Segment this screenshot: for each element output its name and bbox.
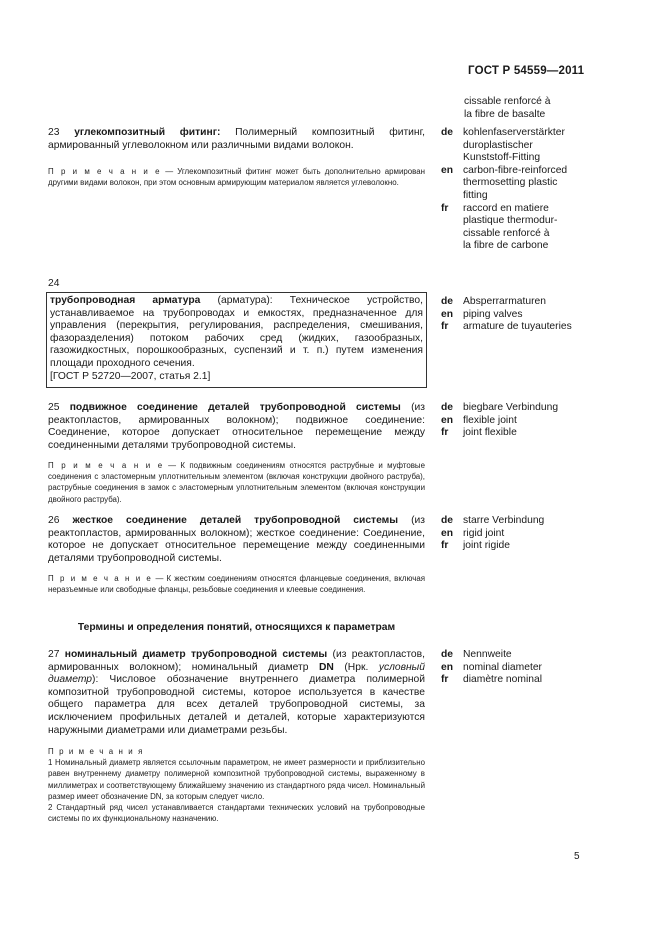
deprecated-term: условный диаметр bbox=[48, 661, 425, 686]
entry-24-number: 24 bbox=[48, 278, 60, 289]
entry-26-translations bbox=[441, 515, 631, 553]
translation-fr: fr joint rigide bbox=[441, 540, 510, 552]
entry-term: трубопроводная арматура bbox=[50, 295, 201, 306]
translation-de: de biegbare Verbindung bbox=[441, 402, 559, 413]
carryover-line: cissable renforcé à bbox=[464, 96, 551, 107]
entry-24-translations bbox=[441, 296, 631, 334]
entry-27-definition: 27 номинальный диаметр трубопроводной системы (из реактопластов, армированных волокном); номинальный диаметр DN (Нрк. условный диаметр): Числовое обозначение внутреннего диаметра полимерной композитной трубопроводной системы, которое используется в качестве общего параметра для всех деталей трубопроводной системы, за исключением профильных деталей и деталей, которые характеризуются наружными диаметрами или диаметрами резьбы. bbox=[48, 649, 425, 736]
section-title: Термины и определения понятий, относящихся к параметрам bbox=[77, 622, 396, 633]
note-text: — Углекомпозитный фитинг может быть дополнительно армирован другими видами волокон, при этом основным армирующим материалом является углеволокно. bbox=[48, 167, 425, 188]
entry-23-translations bbox=[441, 127, 631, 253]
note-text: — К жестким соединениям относятся фланцевые соединения, включая неразъемные или свободные фланцы, резьбовые соединения и клеевые соединения. bbox=[48, 574, 425, 595]
translation-de: de starre Verbindung bbox=[441, 515, 545, 526]
entry-25-note bbox=[48, 460, 425, 505]
entry-def: (из реактопластов, армированных волокном); жесткое соединение: Соединение, которое не допускает относительное перемещение между соединенными деталями трубопроводной системы. bbox=[48, 515, 425, 564]
note-label: П р и м е ч а н и е bbox=[48, 167, 162, 176]
translation-en: en rigid joint bbox=[441, 527, 505, 539]
translation-en: en nominal diameter bbox=[441, 661, 542, 673]
translation-fr: fr diamètre nominal bbox=[441, 674, 542, 686]
note-text: — К подвижным соединениям относятся раструбные и муфтовые соединения с эластомерным уплотнительным элементом (включая конструкции двойного раструба), раструбные соединения в замок с эластомерным уплотнительным элементом (включая конструкции двойного раструба). bbox=[48, 461, 425, 504]
entry-number: 26 bbox=[48, 515, 60, 526]
note-2: 2 Стандартный ряд чисел устанавливается стандартами технических условий на трубопроводные системы по их функциональному назначению. bbox=[48, 803, 425, 824]
carryover-line: la fibre de basalte bbox=[464, 108, 546, 120]
entry-def: (арматура): Техническое устройство, устанавливаемое на трубопроводах и емкостях, предназначенное для управления (перекрытия, регулирования, распределения, смешивания, фазоразделения) потоком рабочих сред (жидких, газообразных, газожидкостных, порошкообразных, суспензий и т. п.) путем изменения площади проходного сечения. bbox=[50, 295, 423, 369]
entry-term: подвижное соединение деталей трубопроводной системы bbox=[69, 402, 401, 413]
entry-def: Полимерный композитный фитинг, армированный углеволокном или различными видами волокон. bbox=[48, 127, 425, 151]
entry-27-translations bbox=[441, 649, 631, 687]
entry-term: жесткое соединение деталей трубопроводной системы bbox=[72, 515, 399, 526]
entry-24-definition bbox=[50, 295, 423, 371]
translation-fr: fr raccord en matiere plastique thermodur- cissable renforcé à la fibre de carbone bbox=[441, 202, 558, 252]
entry-number: 27 bbox=[48, 649, 60, 660]
translation-en: en piping valves bbox=[441, 308, 523, 320]
standard-header: ГОСТ Р 54559—2011 bbox=[468, 65, 585, 77]
dn-symbol: DN bbox=[318, 661, 334, 673]
entry-26-note bbox=[48, 573, 425, 595]
entry-24-box bbox=[46, 292, 427, 388]
entry-23-note bbox=[48, 166, 425, 188]
note-label: П р и м е ч а н и е bbox=[48, 574, 153, 583]
translation-en: en carbon-fibre-reinforced thermosetting plastic fitting bbox=[441, 164, 568, 201]
entry-term: номинальный диаметр трубопроводной системы bbox=[64, 649, 328, 660]
entry-number: 25 bbox=[48, 402, 60, 413]
notes-label: П р и м е ч а н и я bbox=[48, 747, 144, 756]
entry-def: (из реактопластов, армированных волокном); подвижное соединение: Соединение, которое допускает относительное перемещение между соединенными деталями трубопроводной системы. bbox=[48, 402, 425, 451]
translation-en: en flexible joint bbox=[441, 414, 517, 426]
entry-24-reference: [ГОСТ Р 52720—2007, статья 2.1] bbox=[50, 370, 211, 382]
entry-25-definition bbox=[48, 402, 425, 452]
note-1: 1 Номинальный диаметр является ссылочным параметром, не имеет размерности и приблизительно равен внутреннему диаметру полимерной композитной трубопроводной системы, выраженному в миллиметрах и соответствующему ближайшему значению из стандартного ряда чисел. Номинальный размер имеет обозначение DN, за которым следует число. bbox=[48, 758, 425, 801]
translation-de: de kohlenfaserverstärkter duroplastischer Kunststoff-Fitting bbox=[441, 127, 565, 164]
page-number: 5 bbox=[574, 851, 580, 862]
entry-27-notes bbox=[48, 746, 425, 824]
translation-de: de Nennweite bbox=[441, 649, 512, 660]
entry-26-definition bbox=[48, 515, 425, 565]
translation-fr: fr joint flexible bbox=[441, 427, 517, 439]
entry-number: 23 bbox=[48, 127, 60, 138]
entry-23-definition bbox=[48, 127, 425, 152]
entry-term: углекомпозитный фитинг: bbox=[74, 127, 221, 138]
translation-fr: fr armature de tuyauteries bbox=[441, 321, 572, 333]
note-label: П р и м е ч а н и е bbox=[48, 461, 164, 470]
translation-de: de Absperrarmaturen bbox=[441, 296, 546, 307]
carryover-term bbox=[464, 96, 634, 121]
entry-25-translations bbox=[441, 402, 631, 440]
